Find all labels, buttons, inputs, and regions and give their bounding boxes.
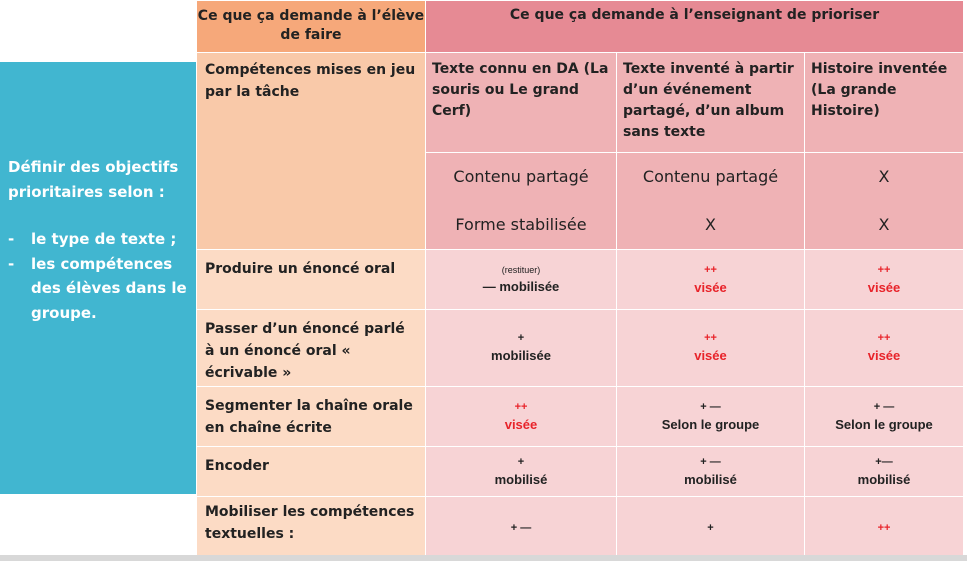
header-student: Ce que ça demande à l’élève de faire [197, 1, 426, 53]
cell-mark: + — [510, 521, 532, 534]
cell-mark: + — [873, 400, 895, 413]
table-cell [617, 447, 805, 497]
header-teacher: Ce que ça demande à l’enseignant de prioriser [426, 1, 964, 53]
priorities-table [196, 0, 964, 559]
text-type-invented-event: Texte inventé à partir d’un événement partagé, d’un album sans texte [617, 53, 805, 153]
cell-mark: + — [700, 455, 721, 468]
table-cell [805, 497, 964, 559]
table-cell [617, 387, 805, 447]
sidebar-list [8, 227, 194, 325]
cell-mark: ++ [704, 332, 717, 344]
table-cell [805, 387, 964, 447]
table-cell [426, 497, 617, 559]
table-row [197, 250, 964, 310]
content-value: Contenu partagé [453, 167, 589, 186]
competence-label: Encoder [197, 447, 426, 497]
competence-label: Produire un énoncé oral [197, 250, 426, 310]
list-item-text: le type de texte ; [31, 230, 177, 248]
cell-text: visée [504, 416, 538, 432]
cell-mark: ++ [877, 521, 891, 534]
content-value: Contenu partagé [642, 167, 779, 186]
cell-text: visée [694, 348, 727, 363]
cell-mark: ++ [877, 263, 891, 276]
cell-mark: + [517, 332, 525, 344]
content-form-cell [617, 153, 805, 250]
text-type-known: Texte connu en DA (La souris ou Le grand Cerf) [426, 53, 617, 153]
table-cell [805, 310, 964, 387]
table-cell [617, 310, 805, 387]
cell-mark: +— [875, 455, 893, 468]
table-row [197, 497, 964, 559]
table-cell [805, 250, 964, 310]
table-cell [805, 447, 964, 497]
cell-text: visée [694, 279, 727, 295]
header-row [197, 1, 964, 53]
competence-label: Passer d’un énoncé parlé à un énoncé oral « écrivable » [197, 310, 426, 387]
cell-text: mobilisé [684, 471, 737, 487]
list-item-text: les compétences des élèves dans le groupe. [31, 254, 187, 322]
text-type-invented-story: Histoire inventée (La grande Histoire) [805, 53, 964, 153]
cell-mark: + — [700, 400, 721, 413]
table-cell [617, 250, 805, 310]
table-row [197, 310, 964, 387]
sidebar-list-item [8, 227, 194, 252]
content-value: X [878, 167, 890, 186]
cell-text: visée [867, 348, 901, 363]
list-dash: - [8, 254, 15, 273]
cell-mark: ++ [514, 400, 528, 413]
cell-mark: ++ [704, 263, 717, 276]
content-form-cell [426, 153, 617, 250]
table-cell [426, 387, 617, 447]
table-row [197, 447, 964, 497]
competences-heading: Compétences mises en jeu par la tâche [197, 53, 426, 250]
table-cell [617, 497, 805, 559]
cell-text: mobilisé [857, 471, 911, 487]
bottom-divider [0, 555, 967, 561]
cell-text: mobilisé [494, 471, 548, 487]
cell-text: mobilisée [491, 348, 551, 363]
cell-text: — mobilisée [482, 278, 560, 294]
form-value: X [878, 215, 890, 234]
cell-text: Selon le groupe [661, 416, 760, 432]
table-row [197, 387, 964, 447]
cell-mark: + [707, 521, 714, 534]
sidebar-intro: Définir des objectifs prioritaires selon : [8, 158, 179, 201]
form-value: X [705, 215, 716, 234]
sidebar-list-item [8, 252, 194, 326]
list-dash: - [8, 230, 15, 248]
objectives-sidebar [0, 62, 196, 494]
cell-text: Selon le groupe [835, 416, 933, 432]
table-cell [426, 447, 617, 497]
competence-label: Segmenter la chaîne orale en chaîne écrite [197, 387, 426, 447]
cell-text: visée [867, 279, 901, 295]
competence-label: Mobiliser les compétences textuelles : [197, 497, 426, 559]
content-form-cell [805, 153, 964, 250]
table-cell [426, 250, 617, 310]
cell-mark: + [517, 455, 525, 468]
cell-mark: ++ [877, 332, 891, 344]
cell-note: (restituer) [501, 264, 541, 275]
text-type-row [197, 53, 964, 153]
table-cell [426, 310, 617, 387]
form-value: Forme stabilisée [455, 215, 587, 234]
